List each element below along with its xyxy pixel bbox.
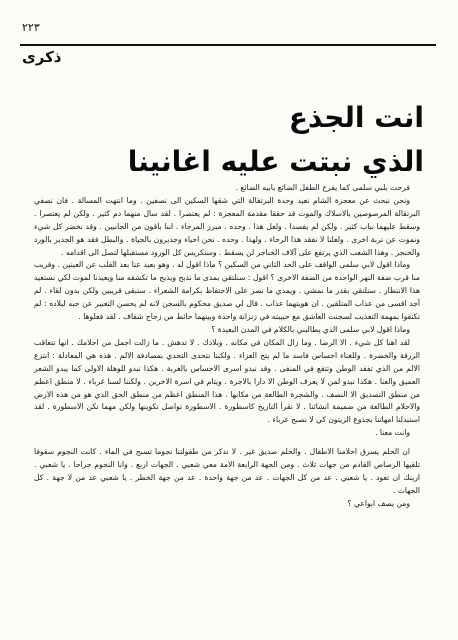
header-rule xyxy=(20,44,436,46)
paragraph-3: وماذا اقول لابي سلمى الواقف على الحد الثاني من السكين ؟ ماذا اقول له . وهو بعيد عنا بعد القلب عن العينين . وقريب منا قرب ضفة النهر الواحدة من الضفة الاخرى ؟ اقول : سنلتقي بمدى ما نذبح ويذبح ما تكشفه منا ويعيدنا لموت لكي نستعيد هذا الانتظار . سنلتقي بقدر ما نمشي . ويمدي ما نصر على الاحتفاظ بكرامة الشعراء . ستبقى قريبين ولكن بدون لقاء . لم أجد اقسى من عذاب المتلقين . ان هويتهما عذاب . قال لي صديق محكوم بالسجن لانه لم يحسن التعبير عن حبه لبلاده : لم تكتفوا بمهمة التعذيب لسجنت العاشق مع حبيبته في زنزانة واحدة وبينهما حائط من زجاج شفاف . لقد فعلوها . xyxy=(34,260,420,322)
title-line-1: انت الجذع xyxy=(288,101,424,134)
paragraph-1: فرحت بلبي سلمى كما يفرح الطفل الضائع بابيه الضائع . xyxy=(235,183,410,192)
paragraph-5: لقد اهنا كل شيء . الا الرضا . وما زال المكان في مكانه . وبلادك . لا تدهش . ما زالت اجمل من احلامك . انها تتعاقب الزرقة والخضرة . وللغناء احساس فاسد ما لم يتح العزاء . ولكننا نتحدى التحدي بمصادفة الالم . هذه هي المعادلة : انتزع الالم من الذي تفقد الوطن وتتقع في المنفى . وقد نبدو اسرى الاحساس بالغربة . هكذا نبدو للوهلة الاولى كما يبدو الشعر العميق والعنا . هكذا نبدو لمن لا يعرف الوطن الا دارا بالاجرة . ويتام في اسرة الاخرين . ولكننا لسنا غرباء . لا منطق اعظم من منطق التصديق الا النصف . والشجرة الطالعة من مكانها . هذا المنطق اعظم من منطق الحق الذي هو من هذه الارض والاحلام الطالعة من ضميمة انشائنا . لا نقرأ التاريخ كاسطورة . الاسطورة تواصل تكوينها ولكن مهما تكن الاسطورة . لقد استبدلنا امهاتنا بجذوع الزيتون كي لا نصبح غرباء . xyxy=(34,337,420,425)
paragraph-2: ونحن نبحث عن معجزة الشام نعيد وحدة البرتقالة التي شقها السكين الى نصفين . وما انتهت المسالة . فان نصفي البرتقالة المرصوصين بالاسلاك والموت قد حققا مقدمة المعجزة : لم يعتصرا . لقد سال منهما دم كثير . ولكن لم يعتصرا . وسقط عليهما نباب كثير . ولكن لم يفسدا . ولعل هذا . وحده . مبرر المرجاء . اننا باقون من الجانبين . وقد نخضر كل شيء ونموت عن تربة اخرى . ولعلنا لا نفقد هذا الرجاء . ولهذا . وحده . نحن احياء وجديرون بالحياة . والبطل فقد هو الجدير بالورد والخنجر . وهذا الشعب الذي يرتفع على آلاف الخناجر لن يسقط . وستكريس كل الورود مستقبلها لتصل الى اقدامه . xyxy=(34,195,420,257)
paragraph-6: وانت معنا . xyxy=(375,428,410,438)
title-line-2: الذي نبتت عليه اغانينا xyxy=(127,145,424,178)
article-body xyxy=(34,182,420,511)
paragraph-8: ومن يصف ابواعي ؟ xyxy=(347,498,410,508)
article-title xyxy=(124,96,424,184)
paragraph-4: وماذا اقول لابي سلمى الذي يطالبني بالكلام في المدن البعيدة ؟ xyxy=(211,324,410,334)
paragraph-7: ان الحلم يسرق احلامنا الاطفال . والحلم صديق غير . لا ندكر من طفولتنا نجوما تسبح في الماء . كانت النجوم سقوفا تلقيها الرصاص القادم من جهات ثلاث . ومن الجهة الرابعة الامة معي شعبي . الجهات اربع . وانا النجوم جراحا . يا شعبي . ارينك ان تعود . يا شعبي . عد من كل الجهات . عد من جهة واحدة . عد من جهة الخطر . يا شعبي عد من لا جهة . كل الجهات . xyxy=(34,447,420,495)
section-label: ذكرى xyxy=(22,48,62,66)
page-number: ٢٢٣ xyxy=(22,21,40,34)
